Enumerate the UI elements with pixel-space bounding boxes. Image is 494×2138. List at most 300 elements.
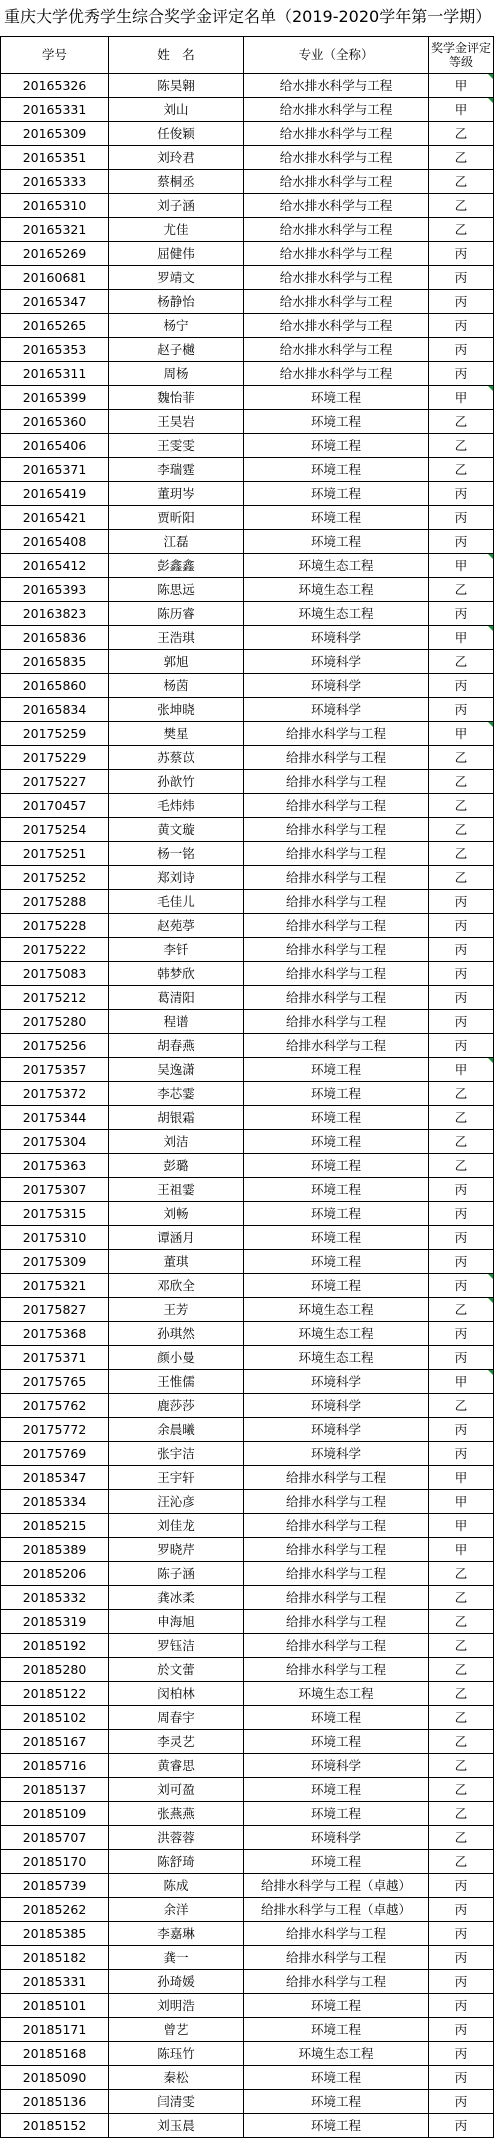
student-name-cell: 孙琦媛 — [109, 1970, 244, 1994]
major-cell: 环境生态工程 — [244, 554, 429, 578]
table-row — [1, 1634, 494, 1658]
major-cell: 给排水科学与工程 — [244, 1658, 429, 1682]
table-row — [1, 2090, 494, 2114]
major-cell: 环境科学 — [244, 1418, 429, 1442]
table-row — [1, 530, 494, 554]
table-row — [1, 1466, 494, 1490]
major-cell: 给水排水科学与工程 — [244, 146, 429, 170]
student-name-cell: 刘子涵 — [109, 194, 244, 218]
grade-cell: 丙 — [429, 2066, 494, 2090]
student-name-cell: 孙琪然 — [109, 1322, 244, 1346]
table-row — [1, 1178, 494, 1202]
student-name-cell: 汪沁彦 — [109, 1490, 244, 1514]
student-id-cell: 20165419 — [1, 482, 109, 506]
table-row — [1, 1322, 494, 1346]
table-row — [1, 1442, 494, 1466]
table-row — [1, 1898, 494, 1922]
table-row — [1, 1826, 494, 1850]
major-cell: 给排水科学与工程（卓越） — [244, 1898, 429, 1922]
table-row — [1, 1946, 494, 1970]
major-cell: 给水排水科学与工程 — [244, 170, 429, 194]
table-row — [1, 1202, 494, 1226]
student-name-cell: 罗靖文 — [109, 266, 244, 290]
student-id-cell: 20185122 — [1, 1682, 109, 1706]
table-row — [1, 434, 494, 458]
major-cell: 给排水科学与工程 — [244, 1970, 429, 1994]
student-name-cell: 刘山 — [109, 98, 244, 122]
table-row — [1, 362, 494, 386]
major-cell: 给排水科学与工程 — [244, 818, 429, 842]
grade-cell: 丙 — [429, 1994, 494, 2018]
student-id-cell: 20175371 — [1, 1346, 109, 1370]
student-id-cell: 20165353 — [1, 338, 109, 362]
major-cell: 给排水科学与工程 — [244, 1466, 429, 1490]
student-id-cell: 20165265 — [1, 314, 109, 338]
student-id-cell: 20175827 — [1, 1298, 109, 1322]
table-row — [1, 1226, 494, 1250]
student-name-cell: 陈成 — [109, 1874, 244, 1898]
major-cell: 给排水科学与工程 — [244, 914, 429, 938]
table-row — [1, 338, 494, 362]
student-name-cell: 黄文璇 — [109, 818, 244, 842]
table-row — [1, 1514, 494, 1538]
table-row — [1, 122, 494, 146]
major-cell: 环境科学 — [244, 1370, 429, 1394]
major-cell: 给排水科学与工程 — [244, 1010, 429, 1034]
major-cell: 给水排水科学与工程 — [244, 290, 429, 314]
major-cell: 环境工程 — [244, 434, 429, 458]
student-id-cell: 20165406 — [1, 434, 109, 458]
student-id-cell: 20185332 — [1, 1586, 109, 1610]
student-name-cell: 余洋 — [109, 1898, 244, 1922]
major-cell: 环境科学 — [244, 698, 429, 722]
table-row — [1, 146, 494, 170]
student-id-cell: 20165860 — [1, 674, 109, 698]
table-row — [1, 1970, 494, 1994]
student-name-cell: 余晨曦 — [109, 1418, 244, 1442]
grade-cell: 乙 — [429, 650, 494, 674]
major-cell: 环境工程 — [244, 1994, 429, 2018]
student-id-cell: 20175256 — [1, 1034, 109, 1058]
major-cell: 给水排水科学与工程 — [244, 266, 429, 290]
grade-cell: 丙 — [429, 890, 494, 914]
student-name-cell: 张坤晓 — [109, 698, 244, 722]
student-id-cell: 20175765 — [1, 1370, 109, 1394]
student-id-cell: 20175344 — [1, 1106, 109, 1130]
major-cell: 环境工程 — [244, 1226, 429, 1250]
major-cell: 环境工程 — [244, 506, 429, 530]
student-name-cell: 彭璐 — [109, 1154, 244, 1178]
major-cell: 环境科学 — [244, 1754, 429, 1778]
major-cell: 环境工程 — [244, 386, 429, 410]
student-id-cell: 20175769 — [1, 1442, 109, 1466]
major-cell: 给水排水科学与工程 — [244, 362, 429, 386]
student-name-cell: 王宇轩 — [109, 1466, 244, 1490]
grade-cell: 丙 — [429, 986, 494, 1010]
grade-cell: 乙 — [429, 1706, 494, 1730]
student-name-cell: 樊星 — [109, 722, 244, 746]
student-name-cell: 秦松 — [109, 2066, 244, 2090]
table-body — [1, 74, 494, 2138]
student-name-cell: 陈思远 — [109, 578, 244, 602]
student-name-cell: 赵子樾 — [109, 338, 244, 362]
grade-cell: 丙 — [429, 914, 494, 938]
student-name-cell: 刘畅 — [109, 1202, 244, 1226]
table-row — [1, 410, 494, 434]
major-cell: 环境工程 — [244, 1130, 429, 1154]
table-row — [1, 1586, 494, 1610]
grade-cell: 丙 — [429, 938, 494, 962]
major-cell: 给水排水科学与工程 — [244, 218, 429, 242]
table-row — [1, 1778, 494, 1802]
major-cell: 给排水科学与工程 — [244, 1562, 429, 1586]
table-row — [1, 842, 494, 866]
student-name-cell: 刘佳龙 — [109, 1514, 244, 1538]
table-row — [1, 1874, 494, 1898]
table-row — [1, 386, 494, 410]
grade-cell: 丙 — [429, 1322, 494, 1346]
student-name-cell: 洪蓉蓉 — [109, 1826, 244, 1850]
major-cell: 给排水科学与工程 — [244, 1034, 429, 1058]
table-row — [1, 1802, 494, 1826]
grade-cell: 丙 — [429, 1970, 494, 1994]
student-name-cell: 郭旭 — [109, 650, 244, 674]
grade-cell: 乙 — [429, 170, 494, 194]
major-cell: 环境工程 — [244, 2018, 429, 2042]
student-id-cell: 20175762 — [1, 1394, 109, 1418]
grade-cell: 丙 — [429, 1946, 494, 1970]
grade-cell: 乙 — [429, 1658, 494, 1682]
table-row — [1, 1394, 494, 1418]
grade-cell: 甲 — [429, 1514, 494, 1538]
major-cell: 环境科学 — [244, 626, 429, 650]
major-cell: 环境工程 — [244, 1274, 429, 1298]
student-id-cell: 20165408 — [1, 530, 109, 554]
grade-cell: 丙 — [429, 2018, 494, 2042]
student-name-cell: 王芳 — [109, 1298, 244, 1322]
student-name-cell: 杨静怡 — [109, 290, 244, 314]
major-cell: 环境工程 — [244, 1850, 429, 1874]
major-cell: 环境生态工程 — [244, 2042, 429, 2066]
student-name-cell: 鹿莎莎 — [109, 1394, 244, 1418]
student-id-cell: 20185206 — [1, 1562, 109, 1586]
student-id-cell: 20185102 — [1, 1706, 109, 1730]
table-row — [1, 314, 494, 338]
table-row — [1, 890, 494, 914]
major-cell: 给排水科学与工程 — [244, 1634, 429, 1658]
grade-cell: 丙 — [429, 1274, 494, 1298]
grade-cell: 乙 — [429, 770, 494, 794]
grade-cell: 丙 — [429, 1034, 494, 1058]
table-row — [1, 866, 494, 890]
table-row — [1, 2018, 494, 2042]
major-cell: 环境科学 — [244, 674, 429, 698]
major-cell: 环境工程 — [244, 1706, 429, 1730]
grade-cell: 乙 — [429, 794, 494, 818]
grade-cell: 乙 — [429, 194, 494, 218]
grade-cell: 丙 — [429, 1346, 494, 1370]
student-id-cell: 20165326 — [1, 74, 109, 98]
major-cell: 环境工程 — [244, 1106, 429, 1130]
student-name-cell: 李嘉琳 — [109, 1922, 244, 1946]
student-id-cell: 20165347 — [1, 290, 109, 314]
table-row — [1, 74, 494, 98]
student-name-cell: 孙歆竹 — [109, 770, 244, 794]
student-name-cell: 杨茵 — [109, 674, 244, 698]
student-id-cell: 20185716 — [1, 1754, 109, 1778]
major-cell: 给排水科学与工程 — [244, 890, 429, 914]
table-row — [1, 1418, 494, 1442]
student-name-cell: 王雯雯 — [109, 434, 244, 458]
grade-cell: 乙 — [429, 842, 494, 866]
major-cell: 给排水科学与工程 — [244, 746, 429, 770]
student-id-cell: 20165269 — [1, 242, 109, 266]
student-id-cell: 20175288 — [1, 890, 109, 914]
student-id-cell: 20185215 — [1, 1514, 109, 1538]
student-id-cell: 20165421 — [1, 506, 109, 530]
grade-cell: 乙 — [429, 458, 494, 482]
major-cell: 给水排水科学与工程 — [244, 74, 429, 98]
major-cell: 给排水科学与工程 — [244, 1490, 429, 1514]
table-row — [1, 554, 494, 578]
major-cell: 给水排水科学与工程 — [244, 194, 429, 218]
grade-cell: 丙 — [429, 482, 494, 506]
table-row — [1, 2114, 494, 2138]
student-id-cell: 20185170 — [1, 1850, 109, 1874]
student-id-cell: 20175363 — [1, 1154, 109, 1178]
grade-cell: 丙 — [429, 338, 494, 362]
major-cell: 给排水科学与工程 — [244, 1586, 429, 1610]
student-id-cell: 20185167 — [1, 1730, 109, 1754]
student-id-cell: 20185707 — [1, 1826, 109, 1850]
student-name-cell: 董琪 — [109, 1250, 244, 1274]
student-name-cell: 赵苑葶 — [109, 914, 244, 938]
student-id-cell: 20175212 — [1, 986, 109, 1010]
grade-cell: 甲 — [429, 722, 494, 746]
student-name-cell: 吴逸潇 — [109, 1058, 244, 1082]
student-name-cell: 周杨 — [109, 362, 244, 386]
student-name-cell: 刘玲君 — [109, 146, 244, 170]
table-row — [1, 794, 494, 818]
student-id-cell: 20165310 — [1, 194, 109, 218]
table-row — [1, 458, 494, 482]
student-name-cell: 程谱 — [109, 1010, 244, 1034]
grade-cell: 乙 — [429, 1106, 494, 1130]
grade-cell: 乙 — [429, 1130, 494, 1154]
major-cell: 给排水科学与工程 — [244, 986, 429, 1010]
student-id-cell: 20185192 — [1, 1634, 109, 1658]
major-cell: 给水排水科学与工程 — [244, 242, 429, 266]
student-name-cell: 胡春燕 — [109, 1034, 244, 1058]
grade-cell: 丙 — [429, 1250, 494, 1274]
major-cell: 环境工程 — [244, 410, 429, 434]
student-id-cell: 20165360 — [1, 410, 109, 434]
student-name-cell: 毛炜炜 — [109, 794, 244, 818]
grade-cell: 乙 — [429, 746, 494, 770]
student-name-cell: 苏蔡苡 — [109, 746, 244, 770]
table-row — [1, 914, 494, 938]
student-name-cell: 李芯霎 — [109, 1082, 244, 1106]
student-id-cell: 20185319 — [1, 1610, 109, 1634]
grade-cell: 丙 — [429, 290, 494, 314]
grade-cell: 乙 — [429, 1298, 494, 1322]
table-row — [1, 1922, 494, 1946]
student-id-cell: 20165309 — [1, 122, 109, 146]
header-major: 专业（全称） — [244, 37, 429, 74]
table-row — [1, 1274, 494, 1298]
student-id-cell: 20185152 — [1, 2114, 109, 2138]
grade-cell: 乙 — [429, 1586, 494, 1610]
student-name-cell: 葛清阳 — [109, 986, 244, 1010]
student-id-cell: 20175321 — [1, 1274, 109, 1298]
grade-cell: 乙 — [429, 218, 494, 242]
student-id-cell: 20163823 — [1, 602, 109, 626]
major-cell: 给排水科学与工程 — [244, 962, 429, 986]
student-id-cell: 20175229 — [1, 746, 109, 770]
student-name-cell: 张宇洁 — [109, 1442, 244, 1466]
major-cell: 环境工程 — [244, 482, 429, 506]
grade-cell: 甲 — [429, 1490, 494, 1514]
table-row — [1, 482, 494, 506]
major-cell: 给排水科学与工程 — [244, 938, 429, 962]
major-cell: 给水排水科学与工程 — [244, 122, 429, 146]
student-id-cell: 20185109 — [1, 1802, 109, 1826]
student-id-cell: 20165311 — [1, 362, 109, 386]
table-row — [1, 1250, 494, 1274]
grade-cell: 甲 — [429, 1370, 494, 1394]
student-name-cell: 王浩琪 — [109, 626, 244, 650]
grade-cell: 丙 — [429, 2042, 494, 2066]
student-name-cell: 龚一 — [109, 1946, 244, 1970]
major-cell: 给排水科学与工程 — [244, 1946, 429, 1970]
table-row — [1, 746, 494, 770]
student-id-cell: 20185182 — [1, 1946, 109, 1970]
student-id-cell: 20175252 — [1, 866, 109, 890]
table-row — [1, 818, 494, 842]
grade-cell: 乙 — [429, 1610, 494, 1634]
table-row — [1, 266, 494, 290]
table-row — [1, 1706, 494, 1730]
student-id-cell: 20165835 — [1, 650, 109, 674]
student-name-cell: 黄睿思 — [109, 1754, 244, 1778]
grade-cell: 丙 — [429, 962, 494, 986]
major-cell: 环境科学 — [244, 650, 429, 674]
student-id-cell: 20165351 — [1, 146, 109, 170]
student-id-cell: 20185101 — [1, 1994, 109, 2018]
student-id-cell: 20185168 — [1, 2042, 109, 2066]
student-id-cell: 20175280 — [1, 1010, 109, 1034]
grade-cell: 乙 — [429, 818, 494, 842]
student-name-cell: 邓欣全 — [109, 1274, 244, 1298]
table-row — [1, 1490, 494, 1514]
student-name-cell: 董玥岑 — [109, 482, 244, 506]
student-name-cell: 李瑞霆 — [109, 458, 244, 482]
student-name-cell: 陈历睿 — [109, 602, 244, 626]
student-id-cell: 20165321 — [1, 218, 109, 242]
grade-cell: 乙 — [429, 1082, 494, 1106]
table-row — [1, 1562, 494, 1586]
student-id-cell: 20175307 — [1, 1178, 109, 1202]
student-id-cell: 20165393 — [1, 578, 109, 602]
grade-cell: 丙 — [429, 1010, 494, 1034]
grade-cell: 乙 — [429, 1778, 494, 1802]
student-name-cell: 周春宇 — [109, 1706, 244, 1730]
student-name-cell: 任俊颖 — [109, 122, 244, 146]
header-name: 姓 名 — [109, 37, 244, 74]
student-id-cell: 20185136 — [1, 2090, 109, 2114]
major-cell: 环境工程 — [244, 1058, 429, 1082]
student-name-cell: 曾艺 — [109, 2018, 244, 2042]
major-cell: 环境生态工程 — [244, 1298, 429, 1322]
student-name-cell: 魏怡菲 — [109, 386, 244, 410]
table-row — [1, 986, 494, 1010]
student-id-cell: 20170457 — [1, 794, 109, 818]
grade-cell: 丙 — [429, 2090, 494, 2114]
grade-cell: 乙 — [429, 578, 494, 602]
major-cell: 环境生态工程 — [244, 1682, 429, 1706]
student-name-cell: 杨宁 — [109, 314, 244, 338]
student-name-cell: 罗晓芹 — [109, 1538, 244, 1562]
student-id-cell: 20175368 — [1, 1322, 109, 1346]
student-name-cell: 陈珏竹 — [109, 2042, 244, 2066]
major-cell: 给排水科学与工程 — [244, 842, 429, 866]
grade-cell: 丙 — [429, 242, 494, 266]
table-row — [1, 1346, 494, 1370]
student-name-cell: 罗钰洁 — [109, 1634, 244, 1658]
table-row — [1, 170, 494, 194]
student-name-cell: 刘洁 — [109, 1130, 244, 1154]
student-name-cell: 於文蕾 — [109, 1658, 244, 1682]
student-name-cell: 屈健伟 — [109, 242, 244, 266]
header-grade: 奖学金评定等级 — [429, 37, 494, 74]
student-name-cell: 王惟儒 — [109, 1370, 244, 1394]
major-cell: 环境生态工程 — [244, 602, 429, 626]
table-row — [1, 1298, 494, 1322]
table-row — [1, 1370, 494, 1394]
grade-cell: 乙 — [429, 1154, 494, 1178]
student-id-cell: 20175259 — [1, 722, 109, 746]
table-row — [1, 1730, 494, 1754]
grade-cell: 乙 — [429, 1634, 494, 1658]
major-cell: 环境生态工程 — [244, 1346, 429, 1370]
table-row — [1, 1994, 494, 2018]
grade-cell: 丙 — [429, 362, 494, 386]
table-row — [1, 650, 494, 674]
grade-cell: 乙 — [429, 1826, 494, 1850]
document-title: 重庆大学优秀学生综合奖学金评定名单（2019-2020学年第一学期） — [4, 7, 492, 26]
grade-cell: 丙 — [429, 314, 494, 338]
student-id-cell: 20165412 — [1, 554, 109, 578]
table-row — [1, 1010, 494, 1034]
header-row — [1, 37, 494, 74]
major-cell: 环境工程 — [244, 1250, 429, 1274]
grade-cell: 甲 — [429, 554, 494, 578]
major-cell: 给排水科学与工程 — [244, 770, 429, 794]
student-name-cell: 胡银霜 — [109, 1106, 244, 1130]
student-name-cell: 尤佳 — [109, 218, 244, 242]
student-name-cell: 陈昊翱 — [109, 74, 244, 98]
student-name-cell: 王祖霎 — [109, 1178, 244, 1202]
grade-cell: 丙 — [429, 2114, 494, 2138]
student-id-cell: 20175310 — [1, 1226, 109, 1250]
major-cell: 环境工程 — [244, 2114, 429, 2138]
grade-cell: 乙 — [429, 1754, 494, 1778]
student-id-cell: 20185171 — [1, 2018, 109, 2042]
table-row — [1, 194, 494, 218]
student-id-cell: 20175228 — [1, 914, 109, 938]
major-cell: 环境工程 — [244, 530, 429, 554]
table-row — [1, 1610, 494, 1634]
